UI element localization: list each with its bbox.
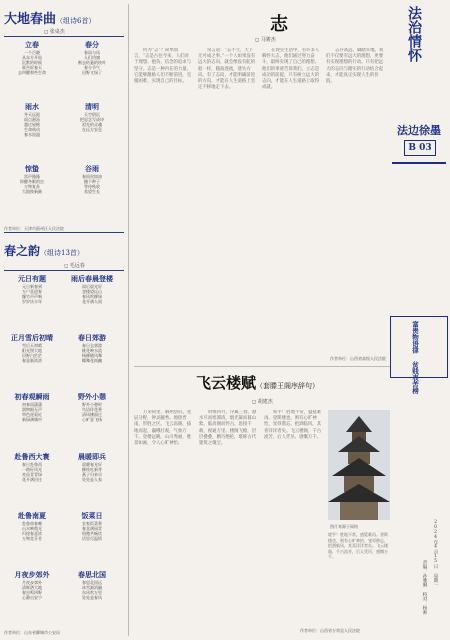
poem-block [4,511,60,568]
poem-line: 去叫醒那些生命 [18,70,46,75]
poem-line: 心旷意飞扬 [82,417,102,423]
poem-line: 清风拂面过 [82,412,102,418]
poem-line: 登楼望远山 [82,289,102,294]
poem-line: 润物细无声 [22,407,42,413]
poem-line: 心静自安宁 [22,594,42,600]
tower-illustration [328,410,390,520]
poem-line: 谁告诉春天 [22,65,42,70]
poem-line: 播下种子 [84,179,100,184]
poem-line: 在远方安息 [82,127,102,132]
poem-line: 新绿满城中 [22,417,42,423]
poem-line: 春分节气 [84,65,100,70]
poem-line: 花开满田庄 [22,476,42,482]
paragraph: 嗟乎！胜地不常，盛筵难再。登斯楼也，则有心旷神怡，宠辱偕忘，把酒临风，其喜洋洋者矣。飞云楼阁，千古流芳，后人凭吊，感慨万千。 [328,532,388,560]
poem-block [64,570,120,627]
divider [134,366,390,367]
poem-line: 农家饭菜香 [82,520,102,526]
author-line: ◻ 张桌杰 [44,29,65,35]
pavilion-image [328,410,390,520]
poem-block [4,570,60,627]
poem-heading: 饭菜日 [81,510,103,520]
author-line: ◻ 毛远春 [64,263,85,269]
poem-line: 断去枯萎的枝叶 [78,60,106,65]
poem-line: 生命萌动 [24,127,40,132]
poem-line: 祖先的灵魂 [82,122,102,127]
author-note: 作者单位：天津市蓟州区人民法院 [4,226,64,231]
paragraph: 何为“志”？简单而言，“志是古往今来，人们对于理想、抱负、信念的追求与坚守。志是一种内在的力量，它能够激励人们不断前进，克服困难，实现自己的目标。 [134,48,192,85]
poem-block [64,40,120,100]
poem-line: 蝶舞花间幽 [82,358,102,364]
left-column [4,4,124,636]
poem-line: 万户喜迎春 [22,289,42,294]
poem-block [4,333,60,390]
poem-line: 阳光照大地 [22,348,42,354]
poem-heading: 赴鲁南夏 [18,510,46,520]
divider [4,270,124,271]
editor-credit: 责编：孙雅琳 校对：杨帅 [422,560,427,615]
poem-line: 杨柳随风舞 [82,353,102,359]
poem-line: 燕子归来早 [82,471,102,477]
poem-heading: 清明 [85,102,99,111]
poem-line: 天空阴沉 [84,112,100,117]
poem-line: 春日赴鲁西 [22,461,42,467]
poem-line: 鸟语伴花香 [82,407,102,413]
pen-icon: ◻ [255,37,260,43]
poem-grid [4,274,124,629]
poem-line: 冬天远逝 [24,112,40,117]
slogan: 富贵物语律 贫贱表苦榜 [411,321,419,394]
paragraph: 在现实生活中，有许多人胸怀大志，他们通过努力奋斗，最终实现了自己的理想。他们的事迹告诉我们，立志是成功的前提，只有树立远大的志向，才能在人生道路上取得成就。 [262,48,320,91]
paragraph: 常言道：“志不立，天下无可成之事。”一个人如果没有远大的志向，就会像没有舵的船一样，随波逐流，迷失方向。有了志向，才能明确前进的方向，才能在人生道路上坚定不移地走下去。 [198,48,256,91]
poem-line: 东风吹万里 [82,589,102,595]
poem-line: 一路好风光 [22,466,42,472]
poem-block [64,452,120,509]
poem-line: 岁岁庆丰年 [22,299,42,304]
author-note: 作者单位：山东省聊城市公安局 [4,630,60,635]
poem-line: 一个百晓 [24,50,40,55]
essay-body [134,48,384,348]
divider [4,232,124,233]
poem-line: 大地换新颜 [22,189,42,194]
poem-heading: 赴鲁西大寰 [14,451,50,461]
poem-line: 花开满人间 [82,299,102,304]
poem-line: 春日去郊游 [82,343,102,349]
poem-grid [4,40,124,226]
article-body [134,410,324,626]
page-number: B 03 [404,140,436,156]
poem-heading: 初春观瞬雨 [14,392,50,402]
poem-heading: 春分 [85,40,99,49]
poem-line: 晨暖春光好 [82,461,102,467]
poem-block [4,274,60,331]
poem-line: 初春雨潇潇 [22,402,42,408]
poem-block [4,164,60,224]
poem-line: 归途春意浓 [22,530,42,536]
poem-line: 春雨贵如油 [82,174,102,179]
poem-line: 田野白茫茫 [22,353,42,359]
author-note: 作者单位：山西省高级人民法院 [330,356,386,361]
author-note: 作者单位：山西省万荣县人民法院 [300,628,360,633]
poem-line: 赴鲁南春晚 [22,520,42,526]
poem-line: 万物复苏 [24,184,40,189]
poem-line: 人们用旗 [84,55,100,60]
poem-line: 雷声隆隆 [24,174,40,179]
poem-block [4,102,60,162]
poem-line: 清辉洒大地 [22,584,42,590]
poem-line: 柳枝吐新芽 [82,466,102,472]
poem-block [64,164,120,224]
poem-line: 希望生长 [84,189,100,194]
poem-title: 大地春曲（组诗6首） [4,12,96,27]
poem-line: 田野又绿了 [82,70,102,75]
image-caption: 图片来源于网络 [330,524,358,529]
pen-icon: ◻ [252,399,257,405]
poem-line: 话里尽温情 [82,535,102,541]
poem-block [64,102,120,162]
poem-line: 把思念写成诗 [80,117,104,122]
poem-line: 春虫鸣四野 [22,589,42,595]
poem-line: 惊醒冬眠的虫 [20,179,44,184]
masthead [392,4,446,304]
poem-line: 春意渐浓浓 [22,358,42,364]
divider [4,36,124,37]
masthead-logo: 法治情怀 [406,6,422,62]
poem-line: 春水流溢 [24,132,40,137]
issue-date: 2024年4月15日 星期一 [433,520,438,587]
poem-heading: 野外小憩 [78,392,106,402]
poem-line: 万物竞芬芳 [22,535,42,541]
poem-block [64,392,120,449]
poem-heading: 晨暖即兵 [78,451,106,461]
slogan-box [390,316,448,394]
paragraph: 志存高远，脚踏实地。我们不仅要有远大的理想，更要有实现理想的行动。只有把远大的志向与踏实的行动结合起来，才能真正实现人生的价值。 [326,48,384,85]
poem-heading: 月夜步郊外 [14,569,50,579]
poem-heading: 元日有题 [18,274,46,283]
article-title: 飞云楼赋（套滕王阁序辞句） [196,374,320,392]
pen-icon: ◻ [64,263,69,269]
poem-heading: 立春 [25,40,39,49]
poem-line: 草色遥看近 [22,412,42,418]
essay-title: 志 [270,14,288,35]
poem-line: 桃花映水流 [82,348,102,354]
poem-line: 雨后晨光好 [82,284,102,289]
poem-line: 等待秋收 [84,184,100,189]
poem-line: 元日新春到 [22,284,42,289]
poem-line: 春雨与风 [84,50,100,55]
poem-line: 春韭满园青 [82,525,102,531]
poem-line: 越过屋檐 [24,122,40,127]
column-divider [128,4,129,636]
poem-line: 春风吹柳绿 [82,294,102,299]
poem-block [4,392,60,449]
poem-heading: 惊蛰 [25,164,39,173]
poem-heading: 谷雨 [85,164,99,173]
poem-heading: 雨水 [25,102,39,111]
poem-line: 雪后天初晴 [22,343,42,349]
poem-heading: 雨后春晨登楼 [71,274,113,283]
author-line: ◻ 胡建杰 [252,399,273,405]
poem-line: 雨点淅沥 [24,117,40,122]
poem-block [4,40,60,100]
poem-block [64,274,120,331]
poem-title: 春之韵（组诗13首） [4,244,84,258]
decor-line [392,162,446,164]
article-body-side [328,532,388,622]
pen-icon: ◻ [44,29,49,35]
paragraph: 嗟乎！胜地不常，盛筵难再。登斯楼也，则有心旷神怡，宠辱偕忘，把酒临风，其喜洋洋者矣。飞云楼阁，千古流芳，后人凭吊，感慨万千。 [264,410,322,440]
author-line: ◻ 马骏杰 [255,37,276,43]
poem-line: 野外小憩时 [82,402,102,408]
poem-line: 沉默的时候 [22,60,42,65]
poem-heading: 春日郊游 [78,333,106,343]
poem-line: 春思北国远 [82,579,102,585]
poem-block [4,452,60,509]
poem-line: 相邀共畅饮 [82,530,102,536]
poem-heading: 春思北国 [78,569,106,579]
poem-heading: 正月雪后初晴 [11,333,53,343]
poem-line: 月夜步郊外 [22,579,42,585]
poem-line: 处处是人家 [82,476,102,482]
poem-line: 从东方开始 [22,55,42,60]
poem-line: 麦苗青青绿 [22,471,42,477]
section-title: 法边徐墨 [397,124,441,137]
poem-line: 山水映霞光 [22,525,42,531]
poem-block [64,511,120,568]
poem-block [64,333,120,390]
poem-line: 处处是春风 [82,594,102,600]
paragraph: 万荣故里，解州县府。星辰分野，钟灵毓秀。地接晋南，形胜之区。飞云高阁，拔地而起，巍峨壮观，气象万千。登楼远眺，山川秀丽，胜景如画，令人心旷神怡。 [134,410,192,447]
paragraph: 时维四月，序属三春。潦水尽而寒潭清，烟光凝而暮山紫。临高阁而怀古，思接千载，视通万里。楼阁飞檐，层层叠叠，精巧绝伦，堪称古代建筑之瑰宝。 [199,410,257,447]
poem-line: 爆竹声声响 [22,294,42,299]
poem-line: 冰雪渐消融 [82,584,102,590]
